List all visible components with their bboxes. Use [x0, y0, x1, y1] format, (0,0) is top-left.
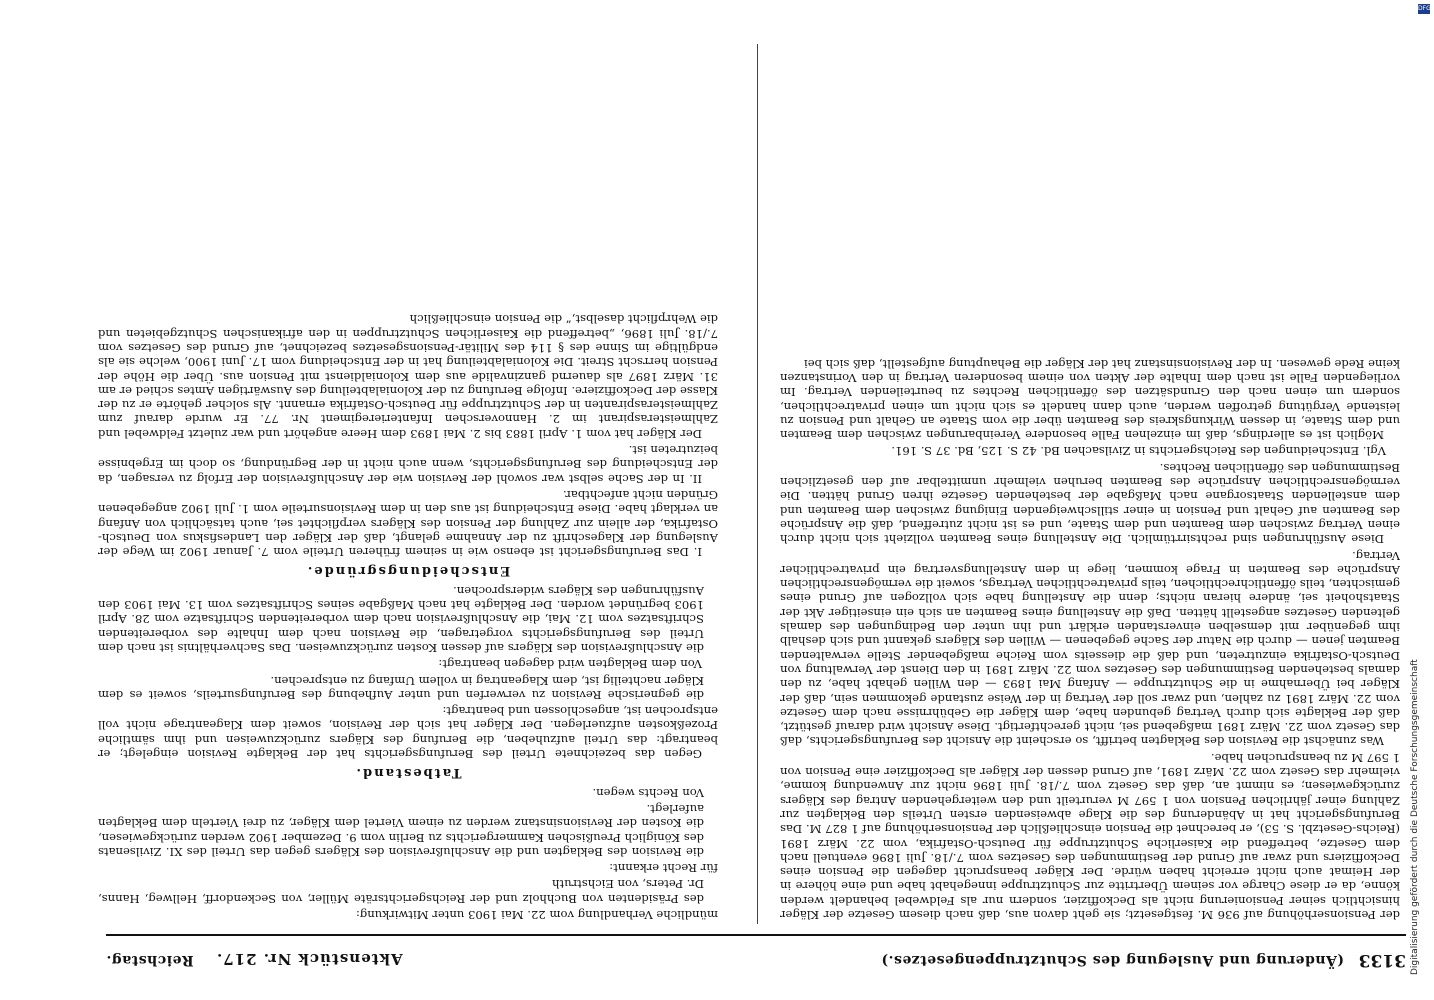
page-number: 3133 [1358, 950, 1406, 970]
column-divider [757, 44, 758, 924]
section-heading: Tatbestand. [354, 765, 462, 781]
paragraph: II. In der Sache selbst war sowohl der Revision wie der Anschlußrevision der Erfolg zu versagen, da der Entscheidung des Berufungsgerichts, wenn auch nicht in der Begründung, so doch im Ergebnisse beizutreten ist. [98, 443, 718, 486]
paragraph: die gegnerische Revision zu verwerfen und unter Aufhebung des Berufungsurteils, soweit es dem Kläger nachteilig ist, dem Klageantrag in vollem Umfang zu entsprechen. [98, 673, 704, 702]
citation: Vgl. Entscheidungen des Reichsgerichts in Zivilsachen Bd. 42 S. 125, Bd. 37 S. 161. [891, 444, 1386, 459]
paragraph: Diese Ausführungen sind rechtsirrtümlich. Die Anstellung eines Beamten vollzieht sich nicht durch einen Vertrag zwischen dem Beamten und dem Staate, und es ist nicht zutreffend, daß die Ansprüche des Beamten auf Gehalt und Pension in einer stillschweigenden Einigung zwischen dem Beamten und dem anstellenden Staatsorgane nach Maßgabe der bestehenden Gesetze ihren Grund hätten. Die vermögensrechtlichen Ansprüche des Beamten beruhen vielmehr unmittelbar auf den gesetzlichen Bestimmungen des öffentlichen Rechtes. [780, 460, 1400, 547]
paragraph: mündliche Verhandlung vom 22. Mai 1903 unter Mitwirkung: [355, 908, 718, 922]
page-header [106, 934, 1406, 976]
paragraph: Von Rechts wegen. [592, 785, 704, 800]
paragraph: Was zunächst die Revision des Beklagten betrifft, so erscheint die Ansicht des Berufungsgerichts, daß das Gesetz vom 22. März 1891 maßgebend sei, nicht gerechtfertigt. Diese Ansicht wird darauf gestützt, daß der Beklagte sich durch Vertrag gebunden habe, dem Kläger die Gebührnisse nach dem Gesetze vom 22. März 1891 zu zahlen, und zwar soll der Vertrag in der Weise zustande gekommen sein, daß der Kläger bei Übernahme in die Schutztruppe — Anfang Mai 1893 — den Willen gehabt habe, zu den damals bestehenden Bestimmungen des Gesetzes vom 22. März 1891 in den Dienst der Verwaltung von Deutsch-Ostafrika einzutreten, und daß die diesseits vom Reiche maßgebender Stelle verwaltenden Beamten jenen — durch die Natur der Sache gegebenen — Willen des Klägers gekannt und sich deshalb ihm gegenüber mit demselben einverstanden erklärt und ihn unter den Bedingungen des damals geltenden Gesetzes angestellt hätten. Daß die Anstellung eines Beamten an sich ein einseitiger Akt der Staatshoheit sei, ändere hieran nichts; denn die Anstellung habe sich vollzogen auf Grund eines gemischten, teils öffentlichrechtlichen, teils privatrechtlichen Vertrags, soweit die vermögensrechtlichen Ansprüche des Beamten in Frage kommen, liege in dem Anstellungsvertrag ein privatrechtlicher Vertrag. [780, 548, 1400, 749]
dfg-logo-icon: DFG [1418, 5, 1431, 12]
text-column-right [98, 42, 718, 922]
paragraph: I. Das Berufungsgericht ist ebenso wie in seinem früheren Urteile vom 7. Januar 1902 im Wege der Auslegung der Klageschrift zu der Annahme gelangt, daß der Kläger den Landesfiskus von Deutsch-Ostafrika, der allein zur Zahlung der Pension des Klägers verpflichtet sei, auch tatsächlich von Anfang an verklagt habe. Diese Entscheidung ist aus den in dem Revisionsurteile vom 1. Juli 1902 angegebenen Gründen nicht anfechtbar. [98, 487, 718, 560]
paragraph: für Recht erkannt: [609, 861, 718, 876]
paragraph: Möglich ist es allerdings, daß im einzelnen Falle besondere Vereinbarungen zwischen dem Beamten und dem Staate, in dessen Wirkungskreis des Beamten über die vom Staate an Gehalt und Pension zu leistende Vergütung getroffen werden, auch dann handelt es sich nicht um einen privatrechtlichen, sondern um einen nach den Grundsätzen des öffentlichen Rechtes zu beurteilenden Vertrag. Im vorliegenden Falle ist nach dem Inhalte der Akten von einem besonderen Vertrag in den Vorinstanzen keine Rede gewesen. In der Revisionsinstanz hat der Kläger die Behauptung aufgestellt, daß sich bei [780, 356, 1400, 443]
section-title: (Änderung und Auslegung des Schutztruppengesetzes.) [881, 952, 1344, 968]
paragraph: Gegen das bezeichnete Urteil des Berufungsgerichts hat der Beklagte Revision eingelegt; er beantragt: das Urteil aufzuheben, die Berufung des Klägers zurückzuweisen und ihm sämtliche Prozeßkosten aufzuerlegen. Der Kläger hat sich der Revision, soweit dem Klageantrage nicht voll entsprochen ist, angeschlossen und beantragt: [98, 704, 718, 762]
running-head: Reichstag. [106, 952, 194, 968]
paragraph: Der Kläger hat vom 1. April 1883 bis 2. Mai 1893 dem Heere angehört und war zuletzt Feldwebel und Zahlmeisteraspirant im 2. Hannoverschen Infanterieregiment Nr. 77. Er wurde darauf zum Zahlmeisteraspiranten in der Schutztruppe für Deutsch-Ostafrika ernannt. Als solcher gehörte er zu der Klasse der Deckoffiziere. Infolge Berufung zu der Kolonialabteilung des Auswärtigen Amtes schied er am 31. März 1897 als dauernd ganzinvalide aus dem Kolonialdienst mit Pension aus. Über die Höhe der Pension herrscht Streit. Die Kolonialabteilung hat in der Entscheidung vom 17. Juni 1900, welche sie als endgültige im Sinne des § 114 des Militär-Pensionsgesetzes bezeichnet, auf Grund des Gesetzes vom 7./18. Juli 1896, „betreffend die Kaiserlichen Schutztruppen in den afrikanischen Schutzgebieten und die Wehrpflicht daselbst,“ die Pension einschließlich [98, 312, 718, 441]
text-column-left [780, 42, 1400, 922]
paragraph: Von dem Beklagten wird dagegen beantragt: [438, 657, 702, 672]
digitization-credit-text: Digitalisierung gefördert durch die Deutsche Forschungsgemeinschaft [1410, 659, 1420, 975]
paragraph: des Präsidenten von Buchholz und der Reichsgerichtsräte Müller, von Seckendorff, Hellweg, Hanns, Dr. Peters, von Eichstruth [98, 877, 704, 906]
paragraph: die Anschlußrevision des Klägers auf dessen Kosten zurückzuweisen. Das Sachverhältnis ist nach dem Urteil des Berufungsgerichts vorgetragen, die Revision nach dem Inhalte des vorbereitenden Schriftsatzes vom 12. Mai, die Anschlußrevision nach dem vorbereitenden Schriftsatze vom 28. April 1903 begründet worden. Der Beklagte hat nach Maßgabe seines Schriftsatzes vom 13. Mai 1903 den Ausführungen des Klägers widersprochen. [98, 583, 704, 655]
digitization-credit [1405, 120, 1421, 980]
paragraph: der Pensionserhöhung auf 936 M. festgesetzt; sie geht davon aus, daß nach diesem Gesetze der Kläger hinsichtlich seiner Pensionierung nicht als Deckoffizier, sondern nur als Feldwebel behandelt werden könne, da er diese Charge vor seinem Übertritte zur Schutztruppe innegehabt habe und eine höhere in der Heimat auch nicht erreicht haben würde. Der Kläger beansprucht dagegen die Pension eines Deckoffiziers und zwar auf Grund der Bestimmungen des Gesetzes vom 7./18. Juli 1896 eventuell nach dem Gesetze, betreffend die Kaiserliche Schutztruppe für Deutsch-Ostafrika, vom 22. März 1891 (Reichs-Gesetzbl. S. 53), er berechnet die Pension einschließlich der Pensionserhöhung auf 1 827 M. Das Berufungsgericht hat in Abänderung des die Klage abweisenden ersten Urteils den Beklagten zur Zahlung einer jährlichen Pension von 1 597 M verurteilt und den weitergehenden Antrag des Klägers zurückgewiesen; es nimmt an, daß das Gesetz vom 7./18. Juli 1896 nicht zur Anwendung komme, vielmehr das Gesetz vom 22. März 1891, auf Grund dessen der Kläger als Deckoffizier eine Pension von 1 597 M zu beanspruchen habe. [780, 750, 1400, 922]
section-heading: Entscheidungsgründe. [305, 563, 511, 579]
verdict: die Revision des Beklagten und die Anschlußrevision des Klägers gegen das Urteil des XI. Zivilsenats des Königlich Preußischen Kammergerichts zu Berlin vom 9. Dezember 1902 werden zurückgewiesen, die Kosten der Revisionsinstanz werden zu einem Viertel dem Kläger, zu drei Vierteln dem Beklagten auferlegt. [98, 801, 704, 859]
document-title: Aktenstück Nr. 217. [216, 950, 403, 968]
